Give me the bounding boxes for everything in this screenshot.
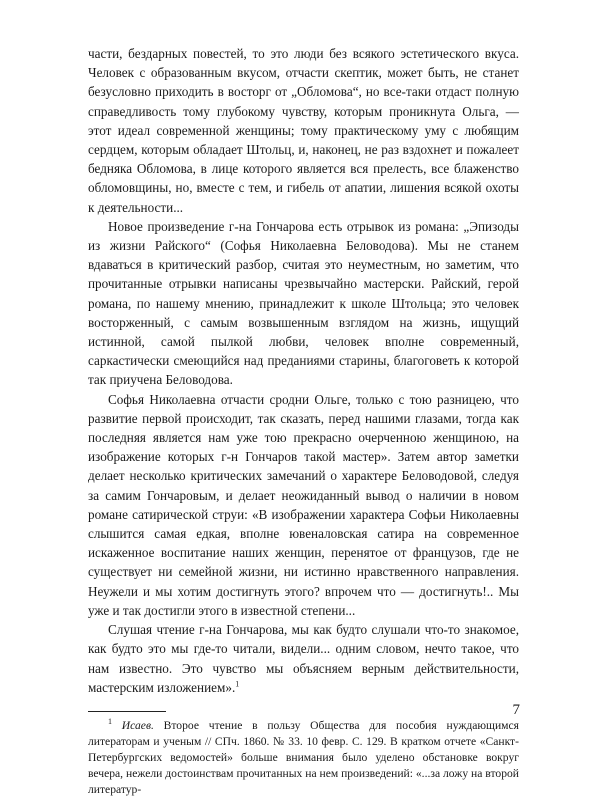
page-number: 7 (512, 702, 520, 718)
footnote-number: 1 (108, 717, 112, 727)
paragraph-4-text: Слушая чтение г-на Гончарова, мы как будто слушали что-то знакомое, как будто это мы где-то читали, видели... одним словом, нечто такое, что нам известно. Это чувство мы объясняем верным действительности, мастерским изложением». (88, 622, 519, 695)
footnote-author: Исаев. (121, 718, 154, 732)
footnote (88, 718, 519, 798)
footnote-divider (88, 711, 166, 712)
footnote-reference[interactable]: 1 (235, 679, 240, 689)
paragraph-1: части, бездарных повестей, то это люди без всякого эстетического вкуса. Человек с образованным вкусом, отчасти скептик, может быть, не станет безусловно приходить в восторг от „Обломова“, но все-таки отдаст полную справедливость тому глубокому чувству, которым проникнута Ольга, — этот идеал современной женщины; тому практическому уму с любящим сердцем, которым обладает Штольц, и, наконец, не раз вздохнет и пожалеет бедняка Обломова, в лице которого является вся прелесть, все блаженство обломовщины, но, вместе с тем, и гибель от апатии, лишения всякой охоты к деятельности... (88, 46, 519, 215)
footnote-text: Второе чтение в пользу Общества для пособия нуждающимся литераторам и ученым // СПч. 1860. № 33. 10 февр. С. 129. В кратком отчете «Санкт-Петербургских ведомостей» больше внимания было уделено обстановке вокруг вечера, нежели достоинствам прочитанных на нем произведений: «...за ложу на второй литератур- (88, 718, 519, 796)
paragraph-3: Софья Николаевна отчасти сродни Ольге, только с тою разницею, что развитие первой происходит, так сказать, перед нашими глазами, тогда как последняя является нам уже тою прекрасно очерченною женщиною, на изображение которых г-н Гончаров такой мастер». Затем автор заметки делает несколько критических замечаний о характере Беловодовой, следуя за самим Гончаровым, и делает неожиданный вывод о наличии в новом романе сатирической струи: «В изображении характера Софьи Николаевны слышится самая едкая, вполне ювеналовская сатира на современное искаженное воспитание наших женщин, перенятое от французов, где не существует ни семейной жизни, ни истинно нравственного направления. Неужели и мы хотим достигнуть этого? впрочем что — достигнуть!.. Мы уже и так достигли этого в известной степени... (88, 391, 519, 618)
paragraph-4 (88, 620, 519, 697)
paragraph-2: Новое произведение г-на Гончарова есть отрывок из романа: „Эпизоды из жизни Райского“ (Софья Николаевна Беловодова). Мы не станем вдаваться в критический разбор, считая это неуместным, но заметим, что прочитанные отрывки написаны чрезвычайно мастерски. Райский, герой романа, по нашему мнению, принадлежит к школе Штольца; это человек восторженный, с самым возвышенным взглядом на жизнь, ищущий истинной, самой пылкой любви, человек вполне современный, саркастически смеющийся над преданиями старины, благоговеть к которой так приучена Беловодова. (88, 218, 519, 388)
page-body (88, 44, 519, 798)
